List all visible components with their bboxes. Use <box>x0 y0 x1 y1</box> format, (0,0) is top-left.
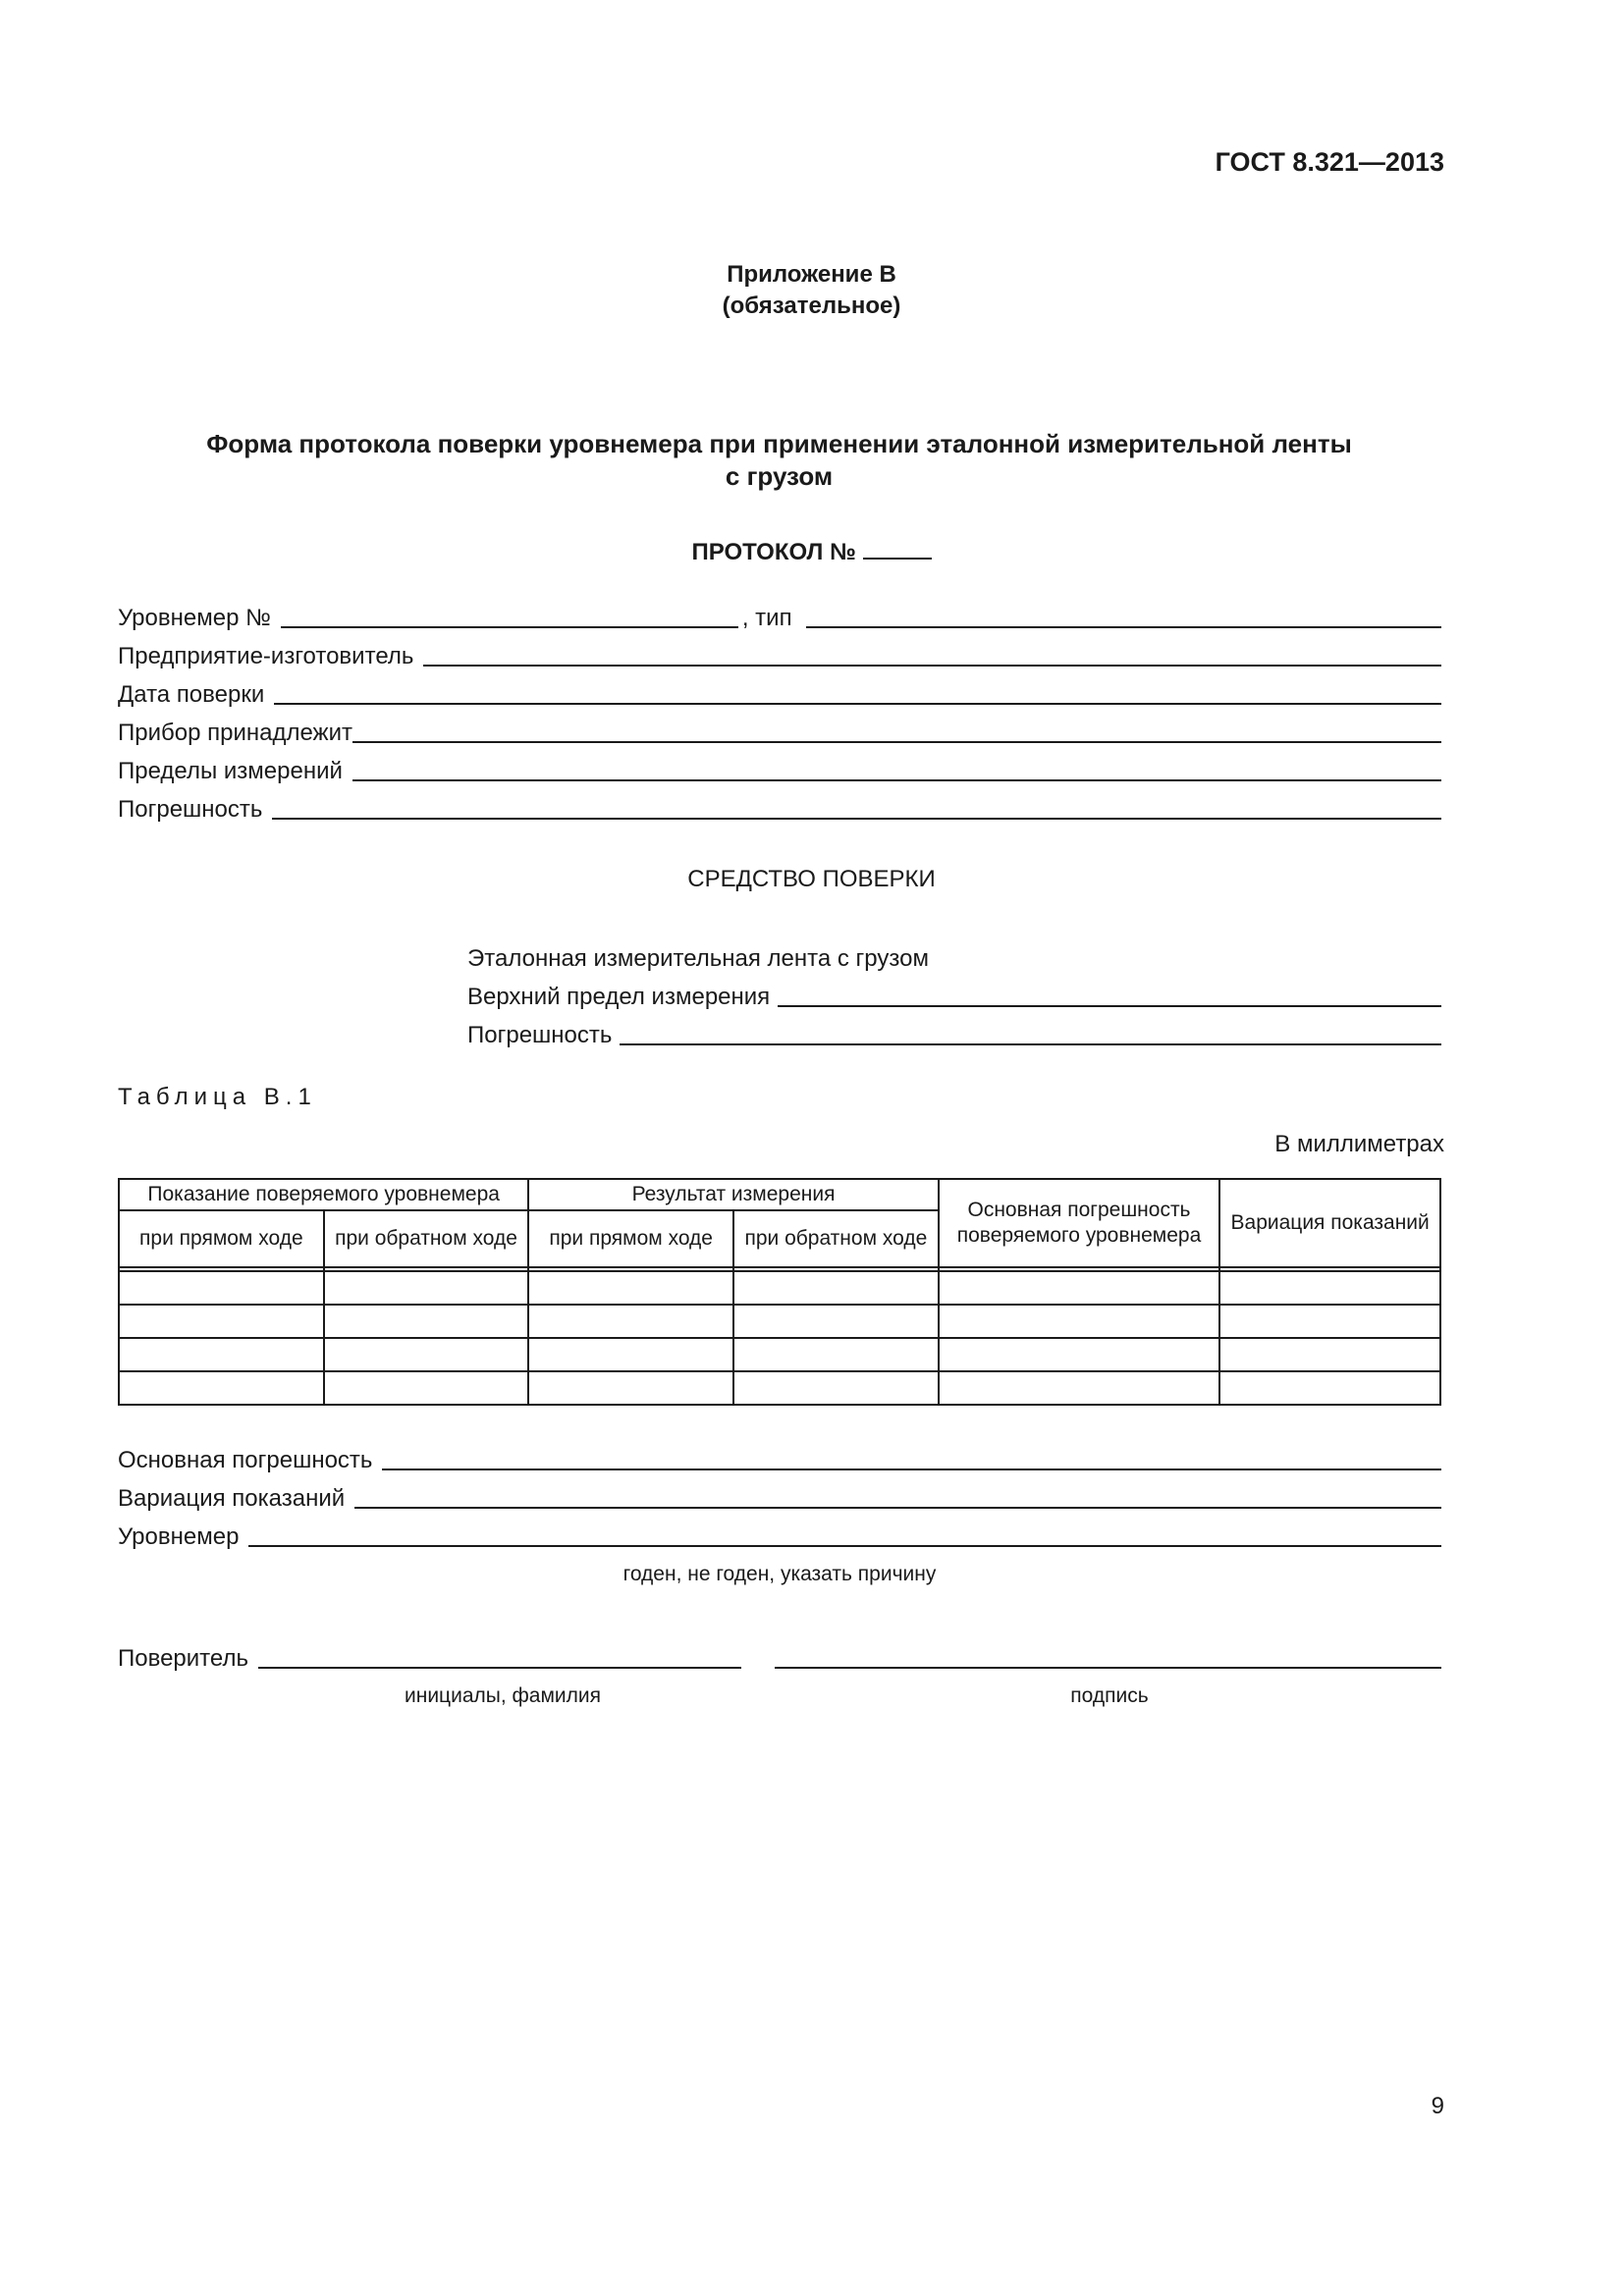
table-cell[interactable] <box>1219 1305 1440 1338</box>
table-cell[interactable] <box>324 1271 529 1305</box>
field-error <box>118 792 1441 824</box>
protocol-label: ПРОТОКОЛ № <box>691 539 856 565</box>
name-hint: инициалы, фамилия <box>405 1684 601 1707</box>
results-table <box>118 1178 1441 1406</box>
field-means-error <box>467 1018 1441 1049</box>
table-row <box>119 1338 1440 1371</box>
field-measurement-limits <box>118 754 1441 785</box>
header-result-reverse: при обратном ходе <box>733 1210 939 1267</box>
table-row <box>119 1271 1440 1305</box>
table-cell[interactable] <box>1219 1338 1440 1371</box>
table-cell[interactable] <box>119 1338 324 1371</box>
field-verification-date <box>118 677 1441 709</box>
field-verification-date-blank[interactable] <box>274 681 1441 705</box>
header-basic-error: Основная погрешность поверяемого уровнемера <box>939 1179 1220 1267</box>
field-verdict-label: Уровнемер <box>118 1523 240 1550</box>
header-variation: Вариация показаний <box>1219 1179 1440 1267</box>
table-cell[interactable] <box>324 1338 529 1371</box>
field-owner <box>118 716 1441 747</box>
table-cell[interactable] <box>939 1338 1220 1371</box>
field-basic-error-label: Основная погрешность <box>118 1447 373 1473</box>
field-verifier-label: Поверитель <box>118 1645 248 1672</box>
table-cell[interactable] <box>528 1305 733 1338</box>
field-level-gauge <box>118 601 1441 632</box>
table-cell[interactable] <box>939 1371 1220 1405</box>
header-measurement-result: Результат измерения <box>528 1179 938 1210</box>
table-row <box>119 1371 1440 1405</box>
table-cell[interactable] <box>119 1271 324 1305</box>
protocol-heading <box>0 536 1623 566</box>
form-title-line2: с грузом <box>725 461 834 491</box>
field-type-label: , тип <box>741 605 792 631</box>
verification-means-item <box>467 941 1441 973</box>
table-cell[interactable] <box>119 1371 324 1405</box>
appendix-status: (обязательное) <box>722 293 901 319</box>
field-variation-label: Вариация показаний <box>118 1485 346 1512</box>
field-verdict <box>118 1520 1441 1551</box>
page-number: 9 <box>1431 2093 1444 2119</box>
table-caption: Таблица В.1 <box>118 1084 317 1110</box>
form-title-line1: Форма протокола поверки уровнемера при применении эталонной измерительной ленты <box>206 429 1352 458</box>
form-title <box>118 428 1440 493</box>
table-cell[interactable] <box>528 1371 733 1405</box>
field-upper-limit-label: Верхний предел измерения <box>467 984 771 1010</box>
field-means-error-blank[interactable] <box>620 1022 1441 1045</box>
field-basic-error <box>118 1443 1441 1474</box>
table-cell[interactable] <box>1219 1271 1440 1305</box>
field-manufacturer-blank[interactable] <box>423 643 1441 667</box>
field-verdict-blank[interactable] <box>248 1523 1441 1547</box>
table-cell[interactable] <box>733 1305 939 1338</box>
field-error-blank[interactable] <box>272 796 1441 820</box>
table-cell[interactable] <box>528 1271 733 1305</box>
header-result-forward: при прямом ходе <box>528 1210 733 1267</box>
table-cell[interactable] <box>119 1305 324 1338</box>
appendix-title: Приложение В <box>727 261 896 288</box>
table-row <box>119 1305 1440 1338</box>
field-verification-date-label: Дата поверки <box>118 681 265 708</box>
standard-code: ГОСТ 8.321—2013 <box>1215 147 1444 177</box>
field-type-blank[interactable] <box>806 605 1441 628</box>
field-verifier-name-blank[interactable] <box>258 1645 741 1669</box>
field-basic-error-blank[interactable] <box>382 1447 1441 1470</box>
protocol-number-blank[interactable] <box>863 536 932 560</box>
header-gauge-reading: Показание поверяемого уровнемера <box>119 1179 528 1210</box>
field-level-gauge-label: Уровнемер № <box>118 605 271 631</box>
field-upper-limit <box>467 980 1441 1011</box>
field-verifier-signature-blank[interactable] <box>775 1645 1441 1669</box>
field-owner-label: Прибор принадлежит <box>118 720 353 746</box>
verification-means-item-label: Эталонная измерительная лента с грузом <box>467 945 929 972</box>
table-cell[interactable] <box>939 1271 1220 1305</box>
header-gauge-forward: при прямом ходе <box>119 1210 324 1267</box>
table-cell[interactable] <box>324 1305 529 1338</box>
table-cell[interactable] <box>1219 1371 1440 1405</box>
table-cell[interactable] <box>733 1271 939 1305</box>
field-means-error-label: Погрешность <box>467 1022 613 1048</box>
verdict-hint: годен, не годен, указать причину <box>622 1563 937 1585</box>
field-measurement-limits-blank[interactable] <box>352 758 1441 781</box>
field-verifier <box>118 1641 1441 1673</box>
field-upper-limit-blank[interactable] <box>778 984 1441 1007</box>
table-units: В миллиметрах <box>1274 1131 1444 1157</box>
table-cell[interactable] <box>324 1371 529 1405</box>
field-measurement-limits-label: Пределы измерений <box>118 758 343 784</box>
field-manufacturer <box>118 639 1441 670</box>
signature-hint: подпись <box>1070 1684 1149 1707</box>
field-error-label: Погрешность <box>118 796 263 823</box>
table-cell[interactable] <box>733 1371 939 1405</box>
table-cell[interactable] <box>939 1305 1220 1338</box>
verification-means-heading: СРЕДСТВО ПОВЕРКИ <box>687 866 936 892</box>
header-gauge-reverse: при обратном ходе <box>324 1210 529 1267</box>
field-variation-blank[interactable] <box>354 1485 1441 1509</box>
table-cell[interactable] <box>528 1338 733 1371</box>
field-level-gauge-blank[interactable] <box>281 605 738 628</box>
table-cell[interactable] <box>733 1338 939 1371</box>
field-owner-blank[interactable] <box>352 720 1441 743</box>
field-variation <box>118 1481 1441 1513</box>
field-manufacturer-label: Предприятие-изготовитель <box>118 643 414 669</box>
